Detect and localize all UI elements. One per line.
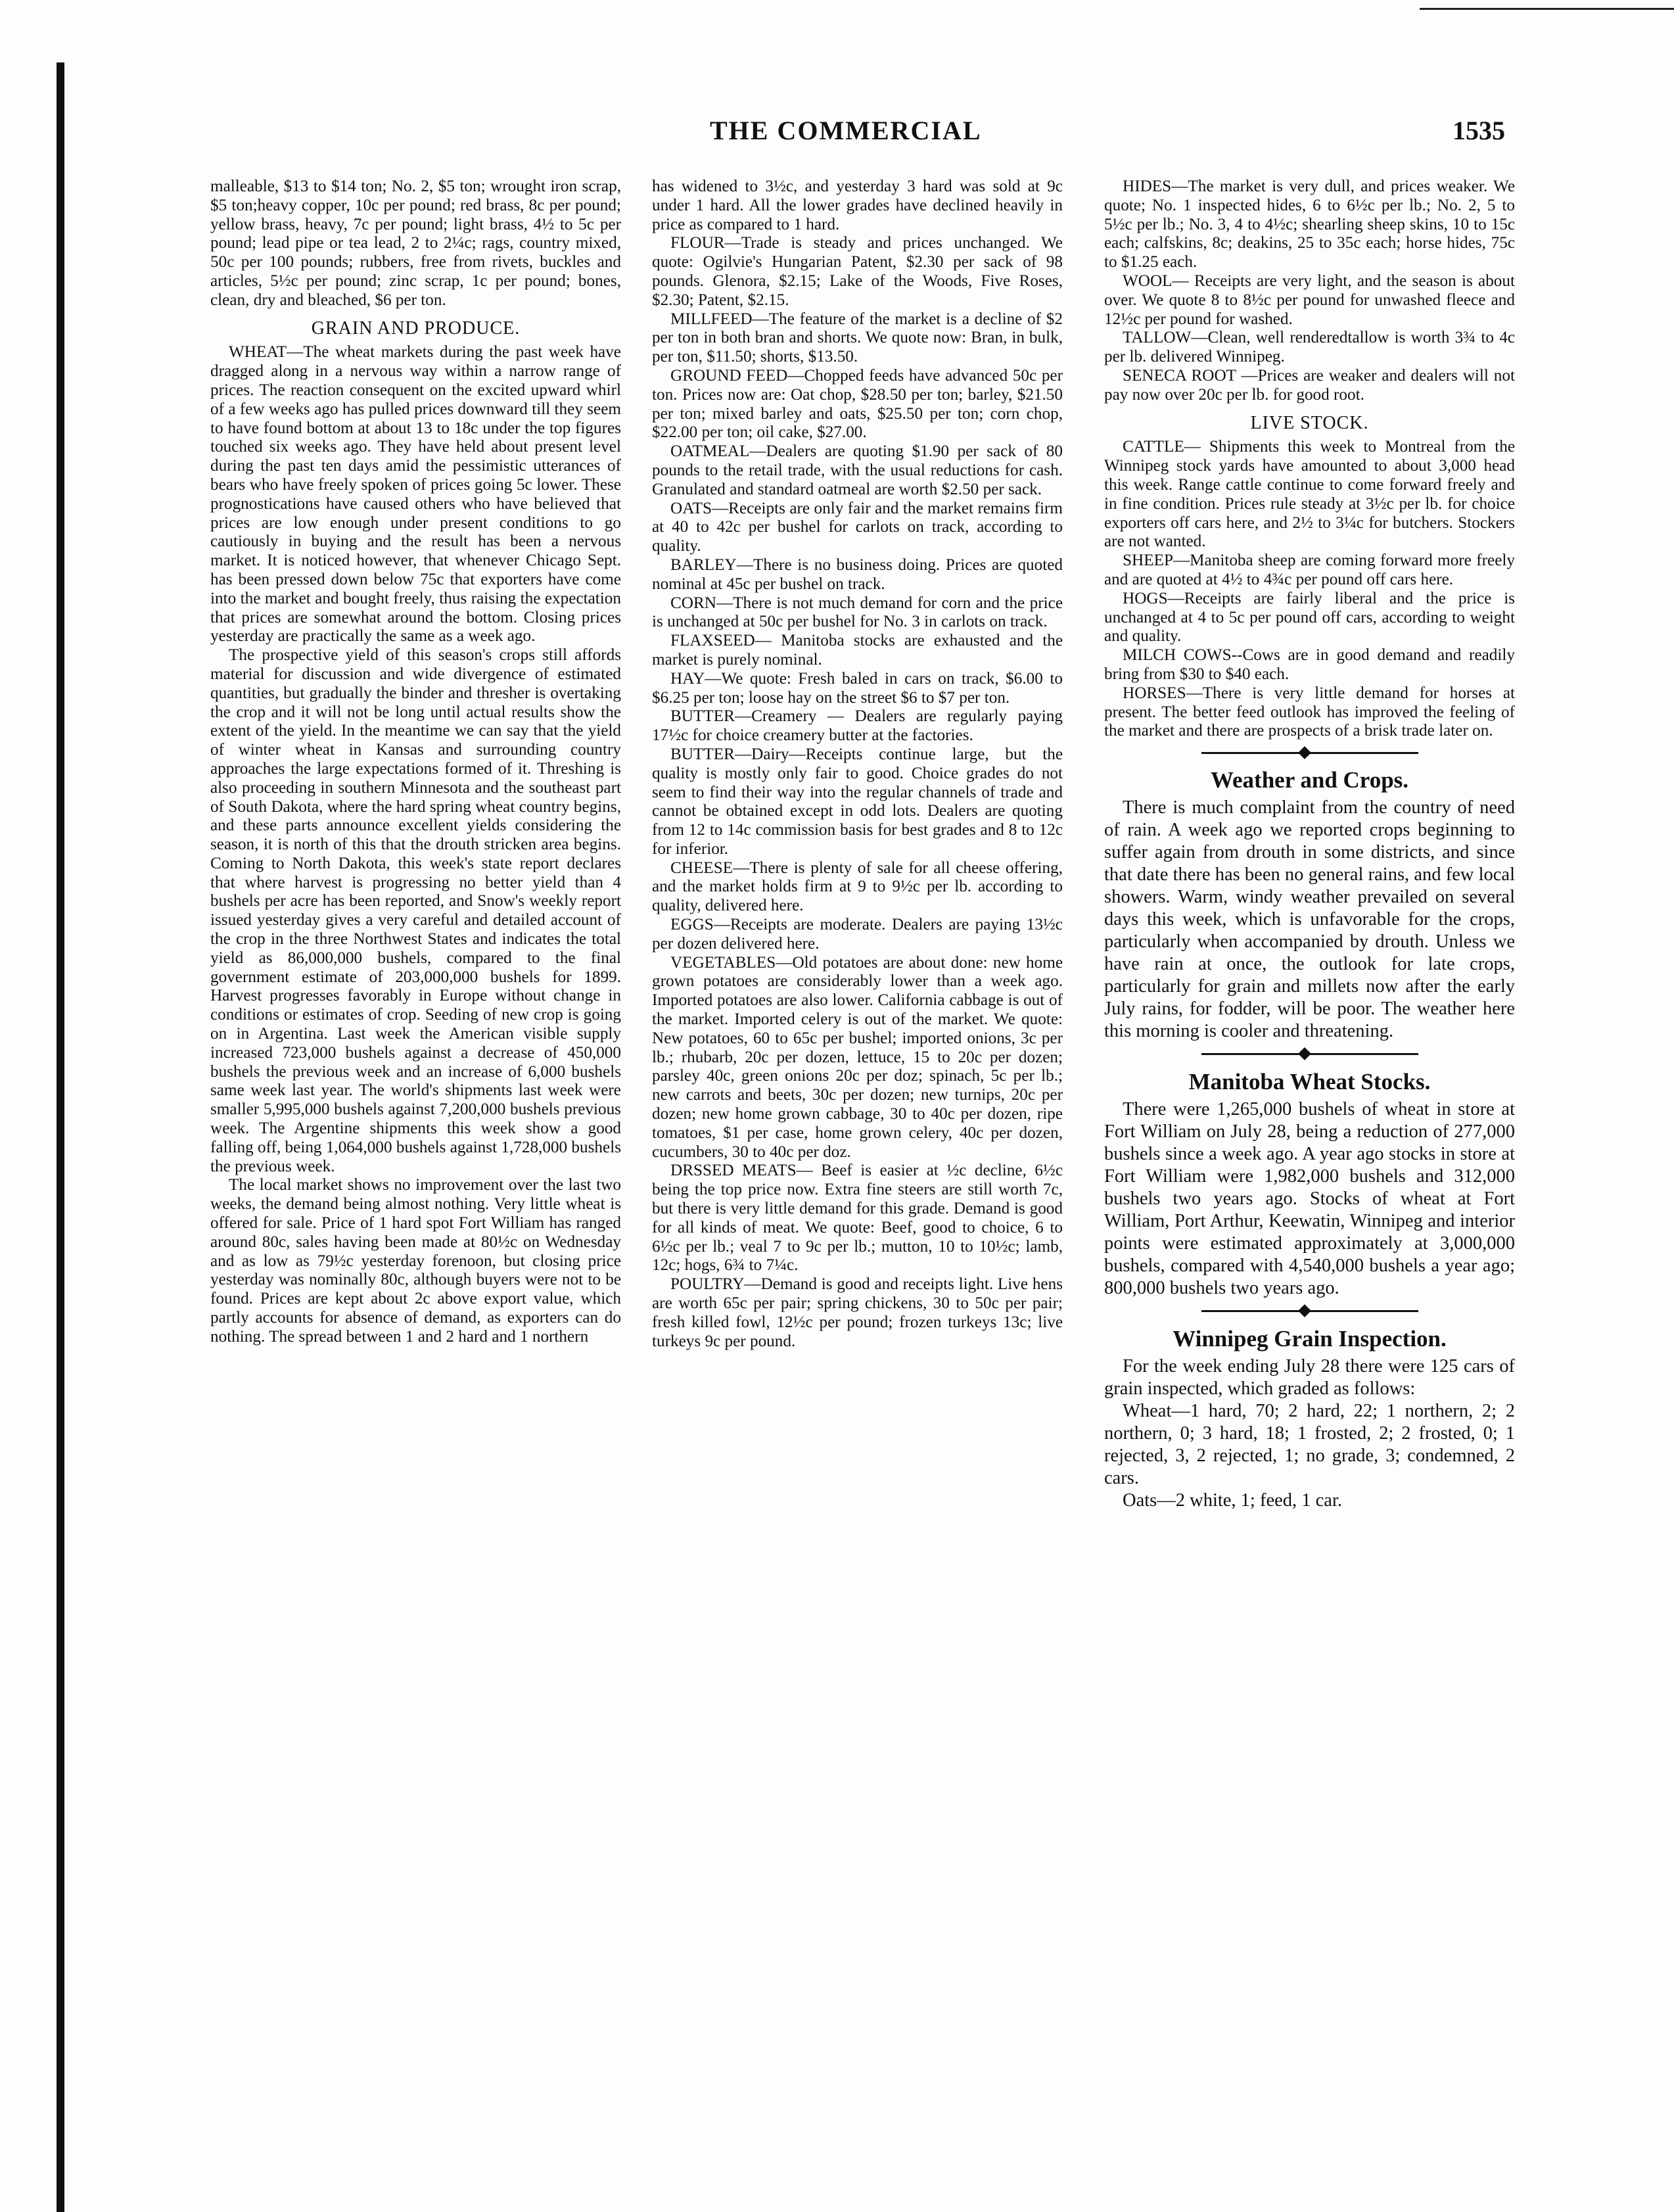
paragraph-butter-dairy: BUTTER—Dairy—Receipts continue large, but the quality is mostly only fair to good. Choice grades do not seem to find their way into the regular channels of trade and cannot be obtained except in odd lots. Dealers are quoting from 12 to 14c commission basis for best grades and 8 to 12c for inferior. (652, 745, 1063, 858)
paragraph-inspection-oats: Oats—2 white, 1; feed, 1 car. (1123, 1490, 1342, 1511)
paragraph-spread: has widened to 3½c, and yesterday 3 hard was sold at 9c under 1 hard. All the lower grades have declined heavily in price as compared to 1 hard. (652, 177, 1063, 233)
running-head (0, 115, 1674, 154)
heading-winnipeg-grain-inspection: Winnipeg Grain Inspection. (1173, 1325, 1447, 1352)
paragraph-cattle: CATTLE— Shipments this week to Montreal from the Winnipeg stock yards have amounted to about 3,000 head this week. Range cattle continue to come forward freely and in fine condition. Prices rule steady at 3½c per lb. for choice exporters off cars here, and 2½ to 3¼c for butchers. Stockers are not wanted. (1104, 438, 1515, 551)
paragraph-hay: HAY—We quote: Fresh baled in cars on track, $6.00 to $6.25 per ton; loose hay on the street $6 to $7 per ton. (652, 669, 1063, 707)
paragraph-hogs: HOGS—Receipts are fairly liberal and the price is unchanged at 4 to 5c per pound off cars, according to weight and quality. (1104, 589, 1515, 646)
paragraph-dressed-meats: DRSSED MEATS— Beef is easier at ½c decline, 6½c being the top price now. Extra fine steers are still worth 7c, but there is very little demand for this grade. Demand is good for all kinds of meat. We quote: Beef, good to choice, 6 to 6½c per lb.; veal 7 to 9c per lb.; mutton, 10 to 10½c; lamb, 12c; hogs, 6¾ to 7¼c. (652, 1162, 1063, 1275)
paragraph-wheat-stocks: There were 1,265,000 bushels of wheat in store at Fort William on July 28, being a reduction of 277,000 bushels since a week ago. A year ago stocks in store at Fort William were 1,982,000 bushels and 312,000 bushels two years ago. Stocks of wheat at Fort William, Port Arthur, Keewatin, Winnipeg and interior points were estimated approximately at 3,000,000 bushels, compared with 4,540,000 bushels a year ago; 800,000 bushels two years ago. (1104, 1098, 1515, 1298)
paragraph-oatmeal: OATMEAL—Dealers are quoting $1.90 per sack of 80 pounds to the retail trade, with the usual reductions for cash. Granulated and standard oatmeal are worth $2.50 per sack. (652, 442, 1063, 498)
paragraph-oats: OATS—Receipts are only fair and the market remains firm at 40 to 42c per bushel for carlots on track, according to quality. (652, 499, 1063, 555)
paragraph-hides: HIDES—The market is very dull, and prices weaker. We quote; No. 1 inspected hides, 6 to 6½c per lb.; No. 2, 5 to 5½c per lb.; No. 3, 4 to 4½c; shearling sheep skins, 10 to 15c each; calfskins, 8c; deakins, 25 to 35c each; horse hides, 75c to $1.25 each. (1104, 177, 1515, 271)
paragraph-wheat: WHEAT—The wheat markets during the past week have dragged along in a nervous way within a narrow range of prices. The reaction consequent on the excited upward whirl of a few weeks ago has pulled prices downward till they seem to have found bottom at about 13 to 18c under the top figures touched six weeks ago. They have held about present level during the past ten days amid the pessimistic utterances of bears who have freely spoken of prices going 5c lower. These prognostications have caused others who have believed that prices are low enough under present conditions to go cautiously in buying and the result has been a nervous market. It is noticed however, that whenever Chicago Sept. has been pressed down below 75c that exporters have come into the market and bought freely, thus raising the expectation that prices are somewhat around the bottom. Closing prices yesterday are practically the same as a week ago. (210, 343, 621, 646)
paragraph-milch-cows: MILCH COWS--Cows are in good demand and readily bring from $30 to $40 each. (1104, 646, 1515, 683)
heading-manitoba-wheat-stocks: Manitoba Wheat Stocks. (1188, 1068, 1431, 1094)
paragraph-horses: HORSES—There is very little demand for horses at present. The better feed outlook has improved the feeling of the market and there are prospects of a brisk trade later on. (1104, 684, 1515, 740)
paragraph-flaxseed: FLAXSEED— Manitoba stocks are exhausted and the market is purely nominal. (652, 632, 1063, 669)
paragraph-crop-yield: The prospective yield of this season's crops still affords material for discussion and wide divergence of estimated quantities, but gradually the binder and thresher is overtaking the crop and it will not be long until actual results show the extent of the yield. In the meantime we can say that the yield of winter wheat in Kansas and surrounding country approaches the large expectations formed of it. Threshing is also proceeding in southern Minnesota and the southeast part of South Dakota, where the hard spring wheat country begins, and these parts announce excellent yields considering the season, it is north of this that the drouth stricken area begins. Coming to North Dakota, this week's state report declares that where harvest is progressing no better yield than 4 bushels per acre has been reported, and Snow's weekly report issued yesterday gives a very careful and detailed account of the crop in the three Northwest States and indicates the total yield as 86,000,000 bushels, compared to the final government estimate of 203,000,000 bushels for 1899. Harvest progresses favorably in Europe without change in conditions or estimates of crop. Seeding of new crop is going on in Argentina. Last week the American visible supply increased 723,000 bushels against a decrease of 450,000 bushels the previous week and an increase of 6,000 bushels same week last year. The world's shipments last week were smaller 5,995,000 bushels against 7,200,000 bushels previous week. The Argentine shipments this week show a good falling off, being 1,064,000 bushels against 1,728,000 bushels the previous week. (210, 646, 621, 1175)
paragraph-poultry: POULTRY—Demand is good and receipts light. Live hens are worth 65c per pair; spring chickens, 30 to 50c per pair; fresh killed fowl, 12½c per pound; frozen turkeys 13c; live turkeys 9c per pound. (652, 1275, 1063, 1350)
paragraph-corn: CORN—There is not much demand for corn and the price is unchanged at 50c per bushel for No. 3 in carlots on track. (652, 594, 1063, 631)
paragraph-seneca-root: SENECA ROOT —Prices are weaker and dealers will not pay now over 20c per lb. for good root. (1104, 366, 1515, 404)
paragraph-vegetables: VEGETABLES—Old potatoes are about done: new home grown potatoes are considerably lower than a week ago. Imported potatoes are also lower. California cabbage is out of the market. Imported celery is out of the market. We quote: New potatoes, 60 to 65c per bushel; imported onions, 3c per lb.; rhubarb, 20c per dozen, lettuce, 15 to 20c per dozen; parsley 40c, green onions 20c per doz; spinach, 5c per lb.; new carrots and beets, 30c per dozen; new turnips, 20c per dozen; new home grown cabbage, 30 to 40c per dozen, ripe tomatoes, $1 per case, home grown celery, 40c per dozen, cucumbers, 30 to 40c per doz. (652, 953, 1063, 1161)
paragraph-flour: FLOUR—Trade is steady and prices unchanged. We quote: Ogilvie's Hungarian Patent, $2.30 per sack of 98 pounds. Glenora, $2.15; Lake of the Woods, Five Roses, $2.30; Patent, $2.15. (652, 234, 1063, 309)
paragraph-weather: There is much complaint from the country of need of rain. A week ago we reported crops beginning to suffer again from drouth in some districts, and since that date there has been no general rains, and few local showers. Warm, windy weather prevailed on several days this week, which is unfavorable for the crops, particularly when accompanied by drouth. Unless we have rain at once, the outlook for late crops, particularly for grain and millets now after the early July rains, for fodder, will be poor. The weather here this morning is cooler and threatening. (1104, 797, 1515, 1041)
column-1 (210, 177, 621, 2196)
page-binding-edge (57, 62, 64, 2212)
section-divider (1104, 1304, 1515, 1319)
heading-weather-crops: Weather and Crops. (1210, 767, 1409, 793)
paragraph-tallow: TALLOW—Clean, well renderedtallow is worth 3¾ to 4c per lb. delivered Winnipeg. (1104, 329, 1515, 366)
paragraph-butter-creamery: BUTTER—Creamery — Dealers are regularly paying 17½c for choice creamery butter at the factories. (652, 707, 1063, 745)
section-divider (1104, 745, 1515, 761)
paragraph-scrap-metals: malleable, $13 to $14 ton; No. 2, $5 ton; wrought iron scrap, $5 ton;heavy copper, 10c per pound; red brass, 8c per pound; yellow brass, heavy, 7c per pound; light brass, 4½ to 5c per pound; lead pipe or tea lead, 2 to 2¼c; rags, country mixed, 50c per 100 pounds; rubbers, free from rivets, buckles and articles, 5½c per pound; zinc scrap, 1c per pound; bones, clean, dry and bleached, $6 per ton. (210, 177, 621, 309)
column-3 (1104, 177, 1515, 2196)
paragraph-cheese: CHEESE—There is plenty of sale for all cheese offering, and the market holds firm at 9 to 9½c per lb. according to quality, delivered here. (652, 859, 1063, 915)
heading-live-stock: LIVE STOCK. (1250, 412, 1369, 433)
paragraph-inspection-intro: For the week ending July 28 there were 125 cars of grain inspected, which graded as follows: (1104, 1355, 1515, 1399)
section-divider (1104, 1047, 1515, 1062)
paragraph-sheep: SHEEP—Manitoba sheep are coming forward more freely and are quoted at 4½ to 4¾c per pound off cars here. (1104, 552, 1515, 588)
paragraph-wool: WOOL— Receipts are very light, and the season is about over. We quote 8 to 8½c per pound for unwashed fleece and 12½c per pound for washed. (1104, 271, 1515, 328)
column-2 (652, 177, 1063, 2196)
paragraph-inspection-wheat: Wheat—1 hard, 70; 2 hard, 22; 1 northern, 2; 2 northern, 0; 3 hard, 18; 1 frosted, 2; 2 frosted, 0; 1 rejected, 3, 2 rejected, 1; no grade, 3; condemned, 2 cars. (1104, 1400, 1515, 1488)
top-rule (1420, 8, 1674, 10)
paragraph-local-market: The local market shows no improvement over the last two weeks, the demand being almost nothing. Very little wheat is offered for sale. Price of 1 hard spot Fort William has ranged around 80c, sales having been made at 80½c on Wednesday and as low as 79½c yesterday forenoon, but closing price yesterday was nominally 80c, although buyers were not to be found. Prices are kept about 2c above export value, which partly accounts for absence of demand, as exporters can do nothing. The spread between 1 and 2 hard and 1 northern (210, 1176, 621, 1346)
paragraph-barley: BARLEY—There is no business doing. Prices are quoted nominal at 45c per bushel on track. (652, 555, 1063, 593)
page-number: 1535 (1453, 116, 1505, 145)
paragraph-ground-feed: GROUND FEED—Chopped feeds have advanced 50c per ton. Prices now are: Oat chop, $28.50 per ton; barley, $21.50 per ton; mixed barley and oats, $25.50 per ton; corn chop, $22.00 per ton; oil cake, $27.00. (652, 366, 1063, 442)
publication-title: THE COMMERCIAL (710, 116, 982, 145)
paragraph-eggs: EGGS—Receipts are moderate. Dealers are paying 13½c per dozen delivered here. (652, 916, 1063, 953)
paragraph-millfeed: MILLFEED—The feature of the market is a decline of $2 per ton in both bran and shorts. We quote now: Bran, in bulk, per ton, $11.50; shorts, $13.50. (652, 310, 1063, 366)
heading-grain-produce: GRAIN AND PRODUCE. (311, 318, 521, 339)
